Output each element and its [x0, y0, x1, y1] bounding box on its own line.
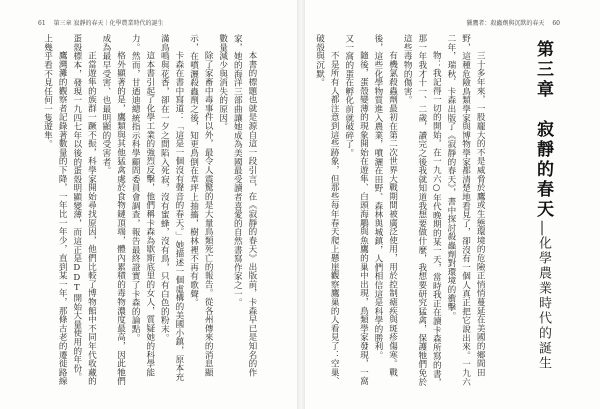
book-gutter [297, 0, 305, 409]
right-page-text [312, 34, 487, 390]
left-page-text [40, 34, 259, 390]
left-paragraph: 本書的標題也就是源自這一段引言，在《寂靜的春天》出版前，卡森早已是知名的作家，她的海洋三部曲讓她成為美國最受讀者喜愛的自然書寫作家之一。 [232, 34, 257, 377]
chapter-heading [531, 40, 556, 380]
chapter-title: 第三章 寂靜的春天 [533, 40, 553, 220]
left-header-title: 寂靜的春天｜化學農業時代的誕生 [73, 20, 164, 27]
left-paragraph: 鷹灣灘的觀察者記錄著數量的下降，一年比一年少，直到某一年，那條古老的遷徙路線上幾乎看不見任何一隻遊隼。 [42, 34, 68, 386]
right-header-title: 獵鷹者：殺蟲劑與沉默的春天 [466, 20, 545, 27]
left-page [40, 34, 292, 390]
right-paragraph: 不是所有人都注意到這些跡象，但那些每年春天爬上懸崖觀察鷹巢的人看見了：空巢、破殼與沉默。 [314, 34, 340, 386]
left-paragraph: 數量減少與消失的原因。 [217, 34, 228, 131]
right-page-number: 60 [552, 20, 560, 27]
left-paragraph: 格外顯著的是，鷹類與其他猛禽處於食物鏈頂端，體內累積的毒物濃度最高，因此牠們成為最早受害、也最明顯的受害者。 [100, 34, 126, 386]
left-paragraph: 卡森在書中寫道：「這是一個沒有聲音的春天。」她描述一個虛構的美國小鎮，原本充滿鳥鳴與花香，卻在一夕之間陷入死寂，沒有蜜蜂，沒有鳥，只有白色的粉末。 [159, 34, 184, 382]
right-paragraph: 物：我記得一切的開始，在一九六○年代晚期的某一天，當時我正在讀卡森所寫的書，那一年我才十一、二歲，讀完之後我就知道我想要做什麼，我想要研究猛禽，保護牠們免於這些毒物的傷害。 [402, 34, 442, 387]
right-page [312, 34, 560, 390]
right-paragraph: 三十多年來，一股龐大的不是威脅於鷹或生態環境的危險正悄悄蔓延在美國的鄉間田野，這種危險鳥類學家與博物學家都清楚地看見了，卻沒有一個人真正把它說出來。一九六二年，瑞秋．卡森出版了《寂靜的春天》，書中探討殺蟲劑對環境的衝擊。 [445, 34, 486, 386]
right-running-header [466, 18, 566, 27]
chapter-subtitle: 化學農業時代的誕生 [536, 236, 551, 371]
right-paragraph: 有機氯殺蟲劑最初在第二次世界大戰期間被廣泛使用，用於控制瘧疾與斑疹傷寒。戰後，這些化學物質進入農業，噴灑在田野、森林與城鎮，人們相信這是科學的勝利。 [372, 34, 398, 377]
right-paragraph: 隨後，蛋殼變薄的現象開始在遊隼、白頭海鵰與魚鷹的巢中出現，鳥類學家發現，一窩又一窩的蛋在孵化前就破碎了。 [343, 34, 369, 386]
right-page-body [312, 34, 517, 390]
left-paragraph: 這本書引起了化學工業的強烈反擊，他們稱卡森為歇斯底里的女人，質疑她的科學能力。然而，甘迺迪總統指示科學顧問委員會調查，報告最終證實了卡森的論點。 [130, 34, 155, 377]
left-paragraph: 除了家畜中毒事件以外，最令人震驚的是大量鳥類死亡的報告。從各州傳來的消息顯示，在噴灑殺蟲劑之後，知更鳥倒在草坪上抽搐，樹林裡不再有歌聲。 [188, 34, 214, 377]
left-page-number: 61 [38, 20, 46, 27]
left-chapter-label: 第三章 [53, 20, 72, 27]
left-running-header [32, 18, 164, 27]
chapter-title-dash: — [534, 220, 553, 236]
left-paragraph: 正當遊隼的族群一蹶不振，科學家開始尋找原因，他們比較了博物館中不同年代收藏的蛋殼標本，發現一九四七年以後的蛋殼明顯變薄，而這正是DDT開始大量使用的年份。 [71, 34, 97, 386]
